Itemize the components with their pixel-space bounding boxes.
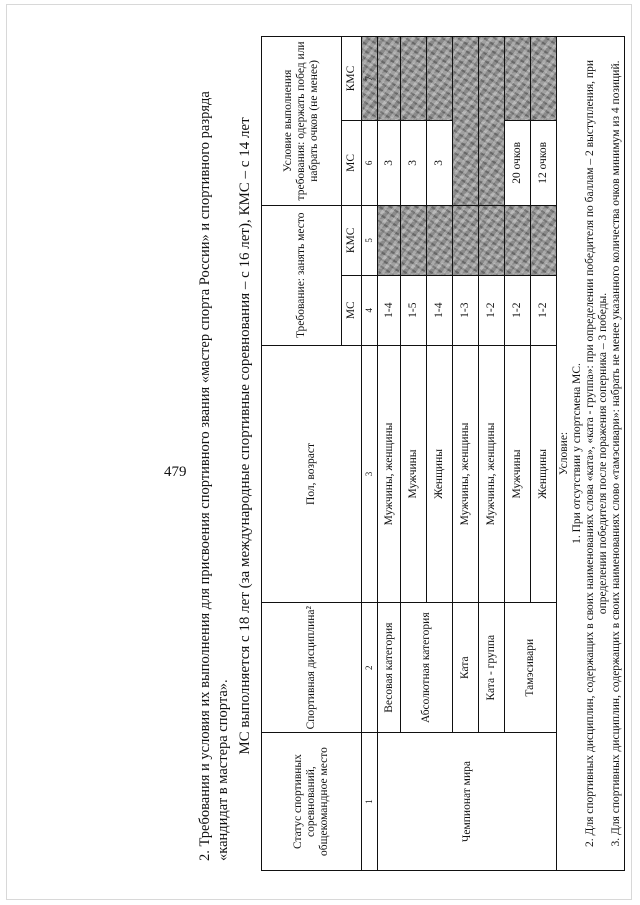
place-ms-row-2: 1-5 — [401, 275, 427, 345]
place-ms-row-6: 1-2 — [505, 275, 531, 345]
cond-kms-row-6 — [505, 37, 531, 121]
cond-ms-row-1: 3 — [378, 120, 401, 205]
gender-row-5: Мужчины, женщины — [479, 345, 505, 603]
conditions-title: Условие: — [558, 431, 570, 476]
place-ms-row-1: 1-4 — [378, 275, 401, 345]
cond-row-4 — [453, 37, 479, 206]
col-number-7: 7 — [362, 37, 378, 121]
cond-ms-row-6: 20 очков — [505, 120, 531, 205]
cond-kms-row-7 — [531, 37, 557, 121]
place-ms-row-7: 1-2 — [531, 275, 557, 345]
col-gender-age-header: Пол, возраст — [262, 345, 362, 603]
sub-kms-place: КМС — [342, 205, 362, 275]
gender-row-7: Женщины — [531, 345, 557, 603]
col-discipline-header: Спортивная дисциплина² — [262, 603, 362, 733]
discipline-kata: Ката — [453, 603, 479, 733]
cond-kms-row-2 — [401, 37, 427, 121]
col-number-5: 5 — [362, 205, 378, 275]
col-number-6: 6 — [362, 120, 378, 205]
sub-ms-cond: МС — [342, 120, 362, 205]
place-kms-row-2 — [401, 205, 427, 275]
gender-row-4: Мужчины, женщины — [453, 345, 479, 603]
requirements-table — [261, 36, 625, 871]
cond-kms-row-1 — [378, 37, 401, 121]
condition-1: 1. При отсутствии у спортсмена МС. — [571, 363, 583, 544]
cond-ms-row-2: 3 — [401, 120, 427, 205]
conditions-block — [557, 37, 625, 871]
discipline-weight: Весовая категория — [378, 603, 401, 733]
age-requirement-subheading: МС выполняется с 18 лет (за международные спортивные соревнования – с 16 лет), КМС – с 14 лет — [237, 117, 253, 755]
gender-row-1: Мужчины, женщины — [378, 345, 401, 603]
col-number-1: 1 — [362, 733, 378, 871]
section-heading: 2. Требования и условия их выполнения для присвоения спортивного звания «мастер спорта России» и спортивного разряда «кандидат в мастера спорта». — [197, 91, 231, 861]
condition-3: 3. Для спортивных дисциплин, содержащих в своих наименованиях слово «тамэсивари»: набрать не менее указанного количества очков минимум из 4 позиций. — [610, 60, 622, 847]
place-ms-row-4: 1-3 — [453, 275, 479, 345]
condition-2: 2. Для спортивных дисциплин, содержащих в своих наименованиях слова «ката», «ката - группа»: при определении победителя по баллам – 2 выступления, при определении победителя после поражения соперника – 3 победы. — [584, 60, 609, 847]
gender-row-3: Женщины — [427, 345, 453, 603]
sub-ms-place: МС — [342, 275, 362, 345]
place-kms-row-6 — [505, 205, 531, 275]
col-status-header: Статус спортивных соревнований, общекомандное место — [262, 733, 362, 871]
place-kms-row-3 — [427, 205, 453, 275]
col-number-3: 3 — [362, 345, 378, 603]
place-kms-row-5 — [479, 205, 505, 275]
col-condition-header: Условие выполнения требования: одержать побед или набрать очков (не менее) — [262, 37, 342, 206]
discipline-absolute: Абсолютная категория — [401, 603, 453, 733]
discipline-tameshiwari: Тамэсивари — [505, 603, 557, 733]
cond-ms-row-7: 12 очков — [531, 120, 557, 205]
place-kms-row-7 — [531, 205, 557, 275]
status-cell: Чемпионат мира — [378, 733, 557, 871]
place-ms-row-5: 1-2 — [479, 275, 505, 345]
page-number: 479 — [164, 464, 187, 480]
col-number-2: 2 — [362, 603, 378, 733]
col-number-4: 4 — [362, 275, 378, 345]
place-kms-row-4 — [453, 205, 479, 275]
rotated-page — [14, 16, 624, 886]
discipline-kata-group: Ката - группа — [479, 603, 505, 733]
cond-row-5 — [479, 37, 505, 206]
place-kms-row-1 — [378, 205, 401, 275]
cond-ms-row-3: 3 — [427, 120, 453, 205]
place-ms-row-3: 1-4 — [427, 275, 453, 345]
gender-row-2: Мужчины — [401, 345, 427, 603]
sub-kms-cond: КМС — [342, 37, 362, 121]
col-place-header: Требование: занять место — [262, 205, 342, 345]
gender-row-6: Мужчины — [505, 345, 531, 603]
cond-kms-row-3 — [427, 37, 453, 121]
